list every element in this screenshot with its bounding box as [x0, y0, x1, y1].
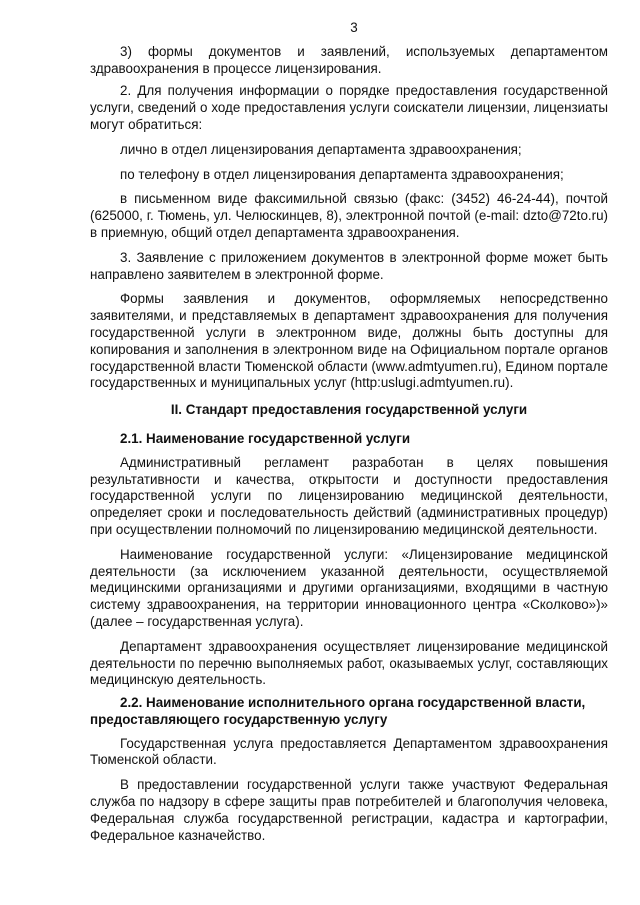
paragraph-electronic-application: 3. Заявление с приложением документов в электронной форме может быть направлено заявителем в электронной форме. [90, 249, 608, 282]
section-title: II. Стандарт предоставления государственной услуги [170, 402, 528, 418]
paragraph-service-name: Наименование государственной услуги: «Лицензирование медицинской деятельности (за исключением указанной деятельности, осуществляемой медицинскими организациями и другими организациями, входящими в частную систему здравоохранения, на территории инновационного центра «Сколково»)» (далее – государственная услуга). [90, 546, 608, 629]
paragraph-service-provider: Государственная услуга предоставляется Департаментом здравоохранения Тюменской области. [90, 735, 608, 768]
subsection-title-service-name: 2.1. Наименование государственной услуги [120, 430, 411, 446]
paragraph-participating-services: В предоставлении государственной услуги также участвуют Федеральная служба по надзору в сфере защиты прав потребителей и благополучия человека, Федеральная служба государственной регистрации, кадастра и картографии, Федеральное казначейство. [90, 777, 608, 843]
paragraph-forms: 3) формы документов и заявлений, используемых департаментом здравоохранения в процессе лицензирования. [90, 43, 608, 76]
page-number: 3 [350, 20, 358, 35]
paragraph-info-contacts: 2. Для получения информации о порядке предоставления государственной услуги, сведений о ходе предоставления услуги соискатели лицензии, лицензиаты могут обратиться: [90, 83, 608, 132]
paragraph-forms-availability: Формы заявления и документов, оформляемых непосредственно заявителями, и представляемых в департамент здравоохранения для получения государственной услуги в электронном виде, должны быть доступны для копирования и заполнения в электронном виде на Официальном портале органов государственной власти Тюменской области (www.admtyumen.ru), Едином портале государственных и муниципальных услуг (http:uslugi.admtyumen.ru). [90, 291, 608, 391]
list-item-in-person: лично в отдел лицензирования департамента здравоохранения; [120, 141, 522, 157]
list-item-written: в письменном виде факсимильной связью (факс: (3452) 46-24-44), почтой (625000, г. Тюмень, ул. Челюскинцев, 8), электронной почтой (e-mail: dzto@72to.ru) в приемную, общий отдел департамента здравоохранения. [90, 191, 608, 240]
paragraph-department-licensing: Департамент здравоохранения осуществляет лицензирование медицинской деятельности по перечню выполняемых работ, оказываемых услуг, составляющих медицинскую деятельность. [90, 638, 608, 688]
list-item-phone: по телефону в отдел лицензирования департамента здравоохранения; [120, 166, 564, 182]
subsection-title-executive-body: 2.2. Наименование исполнительного органа государственной власти, предоставляющего государственную услугу [90, 695, 586, 727]
paragraph-regulation-purpose: Административный регламент разработан в целях повышения результативности и качества, открытости и доступности предоставления государственной услуги по лицензированию медицинской деятельности, определяет сроки и последовательность действий (административных процедур) при осуществлении полномочий по лицензированию медицинской деятельности. [90, 454, 608, 537]
